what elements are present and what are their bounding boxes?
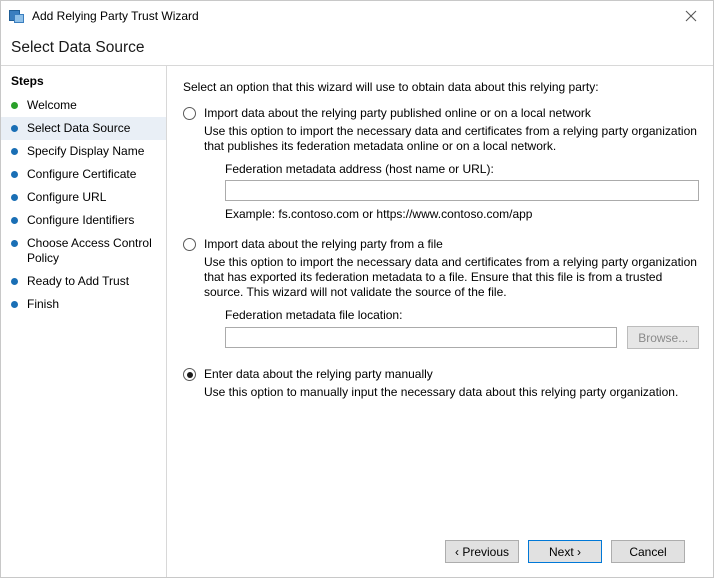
step-bullet-icon [11, 148, 18, 155]
radio-enter-manually-label: Enter data about the relying party manually [204, 367, 433, 381]
step-bullet-icon [11, 301, 18, 308]
federation-metadata-address-row [225, 180, 699, 201]
federation-metadata-file-input[interactable] [225, 327, 617, 348]
step-bullet-icon [11, 171, 18, 178]
sidebar-item-ready-to-add-trust[interactable] [1, 270, 166, 293]
cancel-button[interactable]: Cancel [611, 540, 685, 563]
next-button[interactable]: Next › [528, 540, 602, 563]
radio-row-import-file[interactable] [183, 237, 699, 251]
step-bullet-icon [11, 217, 18, 224]
sidebar-item-welcome[interactable] [1, 94, 166, 117]
federation-metadata-address-example: Example: fs.contoso.com or https://www.contoso.com/app [225, 207, 533, 221]
sidebar-item-label: Welcome [27, 98, 77, 112]
sidebar-item-label: Ready to Add Trust [27, 274, 130, 288]
option-import-online-description: Use this option to import the necessary data and certificates from a relying party organization that publishes its federation metadata online or on a local network. [204, 124, 697, 153]
sidebar-item-label: Specify Display Name [27, 144, 145, 158]
radio-import-file-icon[interactable] [183, 238, 196, 251]
previous-button[interactable]: ‹ Previous [445, 540, 519, 563]
intro-text: Select an option that this wizard will use to obtain data about this relying party: [183, 80, 599, 94]
sidebar-item-label: Finish [27, 297, 60, 311]
window-title: Add Relying Party Trust Wizard [32, 9, 199, 23]
content-pane [167, 66, 713, 577]
sidebar-item-label: Configure Identifiers [27, 213, 135, 227]
sidebar-item-configure-identifiers[interactable] [1, 209, 166, 232]
sidebar-item-choose-access-control-policy[interactable] [1, 232, 166, 270]
radio-row-enter-manually[interactable] [183, 367, 699, 381]
sidebar-item-select-data-source[interactable] [1, 117, 166, 140]
wizard-body [1, 66, 713, 577]
step-bullet-icon [11, 125, 18, 132]
steps-pane [1, 66, 167, 577]
federation-metadata-file-row [225, 326, 699, 349]
option-import-file [183, 237, 699, 355]
federation-metadata-address-label: Federation metadata address (host name or URL): [225, 162, 494, 176]
wizard-footer [183, 540, 699, 577]
sidebar-item-label: Configure URL [27, 190, 107, 204]
sidebar-item-configure-url[interactable] [1, 186, 166, 209]
sidebar-item-finish[interactable] [1, 293, 166, 316]
sidebar-item-configure-certificate[interactable] [1, 163, 166, 186]
option-enter-manually [183, 367, 699, 408]
federation-metadata-address-input[interactable] [225, 180, 699, 201]
sidebar-item-label: Choose Access Control Policy [27, 236, 152, 265]
step-bullet-icon [11, 240, 18, 247]
option-import-file-description: Use this option to import the necessary data and certificates from a relying party organization that has exported its federation metadata to a file. Ensure that this file is from a trusted source. This wizard will not validate the source of the file. [204, 255, 697, 299]
step-bullet-icon [11, 102, 18, 109]
option-import-online [183, 106, 699, 233]
steps-title: Steps [11, 74, 44, 88]
step-bullet-icon [11, 278, 18, 285]
content-spacer [183, 412, 699, 540]
close-icon[interactable] [668, 1, 713, 31]
sidebar-item-specify-display-name[interactable] [1, 140, 166, 163]
step-bullet-icon [11, 194, 18, 201]
radio-enter-manually-icon[interactable] [183, 368, 196, 381]
federation-metadata-file-label: Federation metadata file location: [225, 308, 403, 322]
radio-import-online-icon[interactable] [183, 107, 196, 120]
browse-button[interactable]: Browse... [627, 326, 699, 349]
radio-import-file-label: Import data about the relying party from a file [204, 237, 443, 251]
radio-row-import-online[interactable] [183, 106, 699, 120]
page-header [1, 31, 713, 65]
wizard-icon [9, 8, 25, 24]
sidebar-item-label: Select Data Source [27, 121, 131, 135]
page-title: Select Data Source [11, 39, 145, 56]
title-bar [1, 1, 713, 31]
option-enter-manually-description: Use this option to manually input the necessary data about this relying party organization. [204, 385, 679, 399]
sidebar-item-label: Configure Certificate [27, 167, 137, 181]
radio-import-online-label: Import data about the relying party published online or on a local network [204, 106, 591, 120]
